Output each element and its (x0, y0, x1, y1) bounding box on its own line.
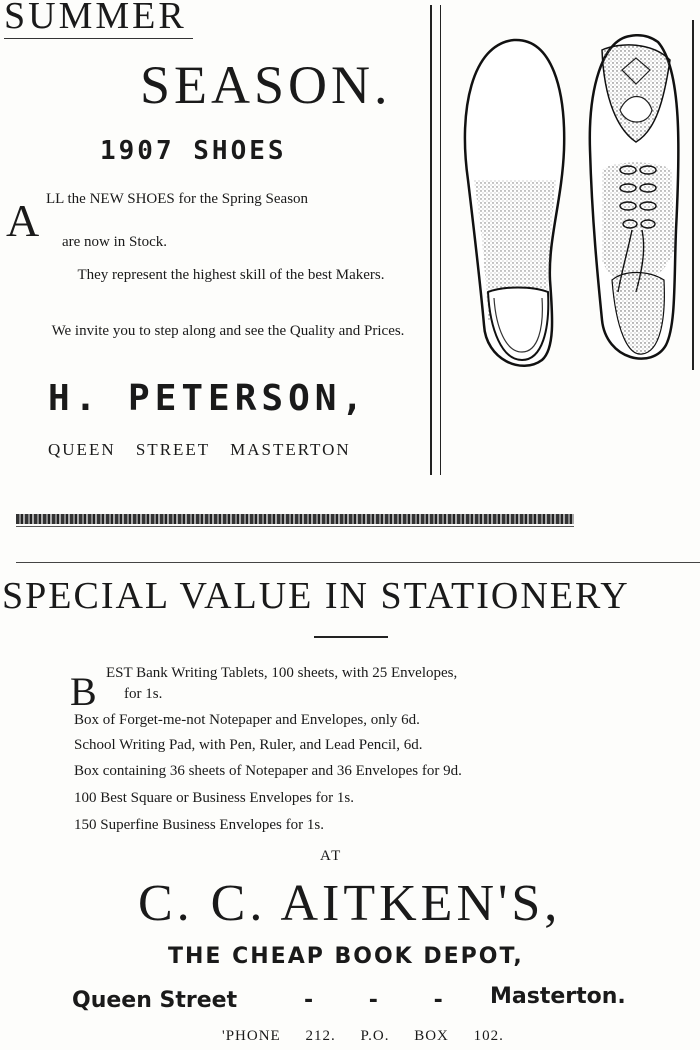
item-2: Box of Forget-me-not Notepaper and Envelopes, only 6d. (74, 712, 420, 728)
summer-heading: SUMMER (4, 0, 193, 39)
depot-tagline: THE CHEAP BOOK DEPOT, (168, 944, 524, 969)
item-1-line-1: EST Bank Writing Tablets, 100 sheets, with 25 Envelopes, (106, 665, 458, 681)
item-1-dropcap: B (70, 669, 97, 714)
shoe-paragraph-2: They represent the highest skill of the best Makers. (77, 267, 385, 283)
item-4: Box containing 36 sheets of Notepaper and 36 Envelopes for 9d. (74, 763, 462, 779)
divider-underline (16, 526, 574, 527)
shoe-sole-icon (465, 40, 564, 366)
peterson-address: QUEEN STREET MASTERTON (48, 440, 351, 459)
shoes-subheading: 1907 SHOES (100, 136, 287, 166)
intro-line-2: are now in Stock. (62, 234, 167, 250)
aitken-street: Queen Street (72, 988, 238, 1013)
column-rule-right (692, 20, 694, 370)
at-label: AT (320, 848, 343, 864)
ornamental-divider (16, 514, 574, 524)
item-5: 100 Best Square or Business Envelopes for 1s. (74, 790, 354, 806)
column-rule-left-inner (440, 5, 441, 475)
aitken-contact: 'PHONE 212. P.O. BOX 102. (222, 1028, 504, 1044)
heading-short-rule (314, 636, 388, 638)
shoe-paragraph-3: We invite you to step along and see the Quality and Prices. (51, 323, 405, 339)
merchant-aitken: C. C. AITKEN'S, (138, 875, 562, 932)
intro-dropcap: A (6, 195, 40, 246)
column-rule-left (430, 5, 432, 475)
intro-line-1: LL the NEW SHOES for the Spring Season (46, 191, 309, 207)
stationery-heading: SPECIAL VALUE IN STATIONERY (2, 575, 630, 617)
item-3: School Writing Pad, with Pen, Ruler, and Lead Pencil, 6d. (74, 737, 423, 753)
season-heading: SEASON. (140, 55, 392, 115)
merchant-peterson: H. PETERSON, (48, 378, 369, 419)
aitken-town: Masterton. (490, 984, 626, 1009)
address-separator: - - - (304, 988, 443, 1013)
item-1-line-2: for 1s. (124, 686, 163, 702)
shoe-illustration-icon (452, 30, 690, 380)
shoe-top-icon (590, 35, 679, 358)
item-6: 150 Superfine Business Envelopes for 1s. (74, 817, 324, 833)
section-divider (16, 562, 700, 563)
